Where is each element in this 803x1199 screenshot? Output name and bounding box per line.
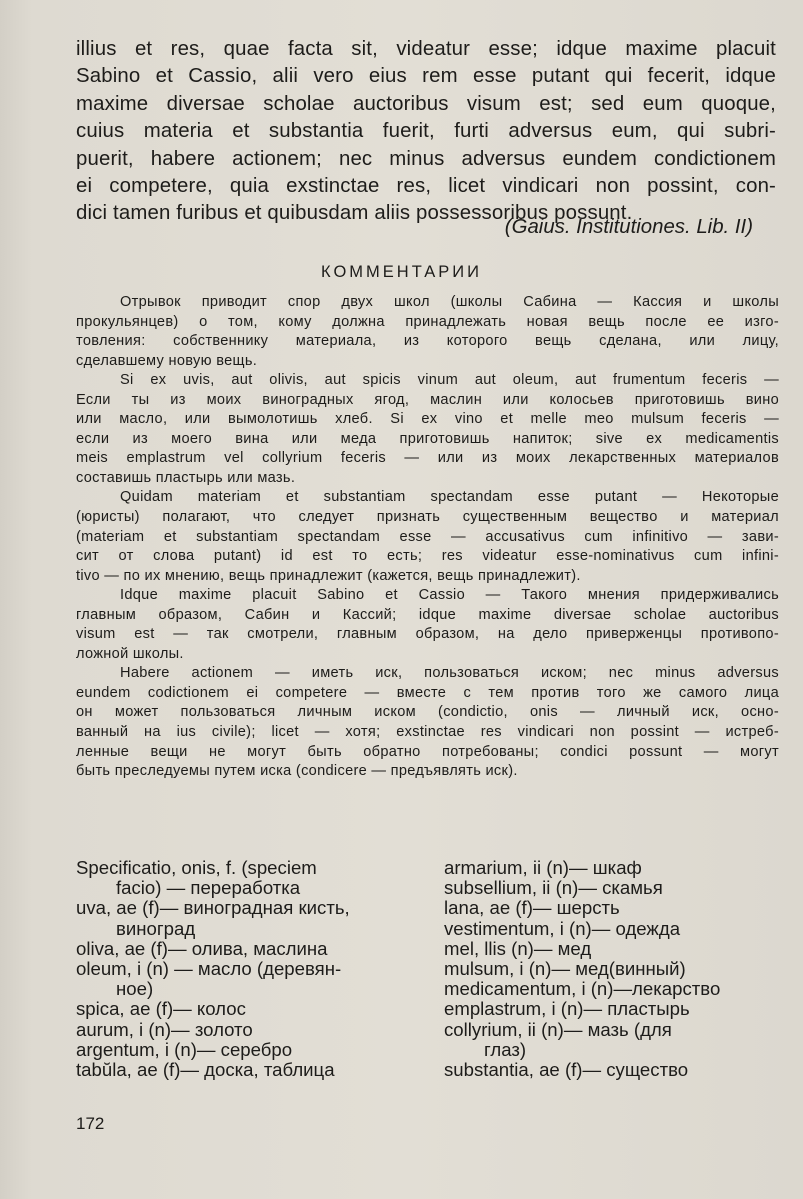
vocab-entry (444, 878, 780, 898)
commentary-line: (юристы) полагают, что следует признать существенным веществo и материал (76, 509, 779, 526)
vocab-entry-line: mel, llis (n)— мед (444, 937, 592, 959)
vocab-entry (444, 898, 780, 918)
commentary-paragraph (76, 664, 779, 781)
vocab-entry-line: emplastrum, i (n)— пластырь (444, 998, 690, 1020)
section-heading: КОММЕНТАРИИ (321, 263, 482, 281)
commentary-line: составишь пластырь или мазь. (76, 469, 296, 486)
vocab-entry (444, 919, 780, 939)
commentary-line: или масло, или вымолотишь хлеб. Si ex vino et melle meo mulsum feceris — (76, 411, 779, 428)
vocab-entry-line: collyrium, ii (n)— мазь (для (444, 1018, 672, 1040)
vocab-entry-line: medicamentum, i (n)—лекарство (444, 978, 721, 1000)
latin-line: illius et res, quae facta sit, videatur esse; idque maxime placuit (76, 38, 776, 60)
source-citation: (Gaius. Institutiones. Lib. II) (504, 216, 753, 238)
commentary-line: главным образом, Сабин и Кассий; idque maxime diversae scholae auctoribus (76, 606, 779, 623)
vocab-entry (76, 1060, 416, 1080)
commentary-line: сделавшему новую вещь. (76, 352, 258, 369)
commentary-line: Idque maxime placuit Sabino et Cassio — Такого мнения придерживались (120, 587, 779, 604)
vocab-entry (444, 959, 780, 979)
commentary-line: Si ex uvis, aut olivis, aut spicis vinum aut oleum, aut frumentum feceris — (120, 372, 779, 389)
commentary-line: tivo — по их мнению, вещь принадлежит (кажется, вещь принадлежит). (76, 567, 581, 584)
vocab-entry (444, 1060, 780, 1080)
vocab-entry-line: vestimentum, i (n)— одежда (444, 917, 681, 939)
commentary-line: товления: собственнику материала, из которого вещь сделана, или лицу, (76, 333, 779, 350)
vocabulary-left-column (76, 858, 416, 1080)
vocab-entry (444, 939, 780, 959)
latin-passage (76, 36, 776, 228)
vocab-entry-line: aurum, i (n)— золото (76, 1018, 253, 1040)
vocab-entry (444, 1020, 780, 1060)
commentary-line: он может пользоваться личным иском (condictio, onis — личный иск, осно- (76, 704, 779, 721)
vocab-entry-line: tabŭla, ae (f)— доска, таблица (76, 1059, 335, 1081)
vocab-entry-line: Specificatio, onis, f. (speciem (76, 857, 317, 878)
vocab-entry (76, 898, 416, 938)
vocab-entry-line: spica, ae (f)— колос (76, 998, 246, 1020)
latin-line: maxime diversae scholae auctoribus visum est; sed eum quoque, (76, 92, 776, 115)
commentary-line: meis emplastrum vel collyrium feceris — или из моих лекарственных материалов (76, 450, 779, 467)
vocab-entry-line: mulsum, i (n)— мед(винный) (444, 958, 686, 980)
commentary-paragraph (76, 293, 779, 371)
latin-line: Sabino et Cassio, alii vero eius rem esse putant qui fecerit, idque (76, 65, 776, 88)
vocab-entry-line: armarium, ii (n)— шкаф (444, 857, 642, 878)
commentary-line: eundem codictionem ei competere — вместе с тем против того же самого лица (76, 684, 779, 701)
commentary-block (76, 293, 779, 782)
vocab-entry (76, 999, 416, 1019)
commentary-paragraph (76, 586, 779, 664)
vocab-entry-line: глаз) (484, 1038, 527, 1060)
commentary-line: ванный на ius civile); licet — хотя; exstinctae res vindicari non possint — истреб- (76, 724, 779, 741)
vocab-entry (76, 1020, 416, 1040)
commentary-line: visum est — так смотрели, главным образом, на дело приверженцы противопо- (76, 626, 779, 643)
commentary-line: Quidam materiam et substantiam spectandam esse putant — Некоторые (120, 489, 779, 506)
vocab-entry-line: subsellium, ii (n)— скамья (444, 877, 663, 899)
commentary-line: ленные вещи не могут быть обратно потребованы; condici possunt — могут (76, 743, 779, 760)
vocab-entry (444, 999, 780, 1019)
page-number: 172 (76, 1114, 105, 1133)
vocab-entry-line: ное) (116, 978, 154, 1000)
vocab-entry-line: facio) — переработка (116, 877, 301, 899)
vocab-entry-line: виноград (116, 917, 196, 939)
commentary-line: прокульянцев) о том, кому должна принадлежать новая вещь после ее изго- (76, 313, 779, 330)
vocab-entry (444, 979, 780, 999)
latin-line: dici tamen furibus et quibusdam aliis possessoribus possunt. (76, 202, 633, 225)
latin-line: cuius materia et substantia fuerit, furti adversus eum, qui subri- (76, 120, 776, 143)
vocab-entry-line: argentum, i (n)— серебро (76, 1038, 293, 1060)
vocab-entry-line: oleum, i (n) — масло (деревян- (76, 958, 342, 980)
vocab-entry (76, 939, 416, 959)
vocabulary-right-column (444, 858, 780, 1080)
vocab-entry (76, 959, 416, 999)
vocab-entry (76, 1040, 416, 1060)
commentary-paragraph (76, 371, 779, 488)
commentary-line: Habere actionem — иметь иск, пользоваться иском; nec minus adversus (120, 665, 779, 682)
commentary-paragraph (76, 488, 779, 586)
vocab-entry-line: uva, ae (f)— виноградная кисть, (76, 897, 350, 919)
commentary-line: если из моего вина или меда приготовишь напиток; sive ex medicamentis (76, 430, 779, 447)
vocab-entry-line: substantia, ae (f)— существо (444, 1059, 689, 1081)
commentary-line: Если ты из моих виноградных ягод, маслин или колосьев приготовишь вино (76, 391, 779, 408)
commentary-line: (materiam et substantiam spectandam esse — accusativus cum infinitivo — зави- (76, 528, 779, 545)
commentary-line: ложной школы. (76, 645, 184, 662)
latin-line: puerit, habere actionem; nec minus adversus eundem condictionem (76, 147, 776, 170)
commentary-line: быть преследуемы путем иска (condicere — предъявлять иск). (76, 763, 518, 780)
vocab-entry (76, 858, 416, 898)
vocab-entry-line: lana, ae (f)— шерсть (444, 897, 620, 919)
latin-line: ei competere, quia exstinctae res, licet vindicari non possint, con- (76, 175, 776, 198)
commentary-line: сит от слова putant) id est то есть; res videatur esse-nominativus cum infini- (76, 548, 779, 565)
vocab-entry (444, 858, 780, 878)
vocab-entry-line: oliva, ae (f)— олива, маслина (76, 937, 328, 959)
commentary-line: Отрывок приводит спор двух школ (школы Сабина — Кассия и школы (120, 294, 779, 310)
